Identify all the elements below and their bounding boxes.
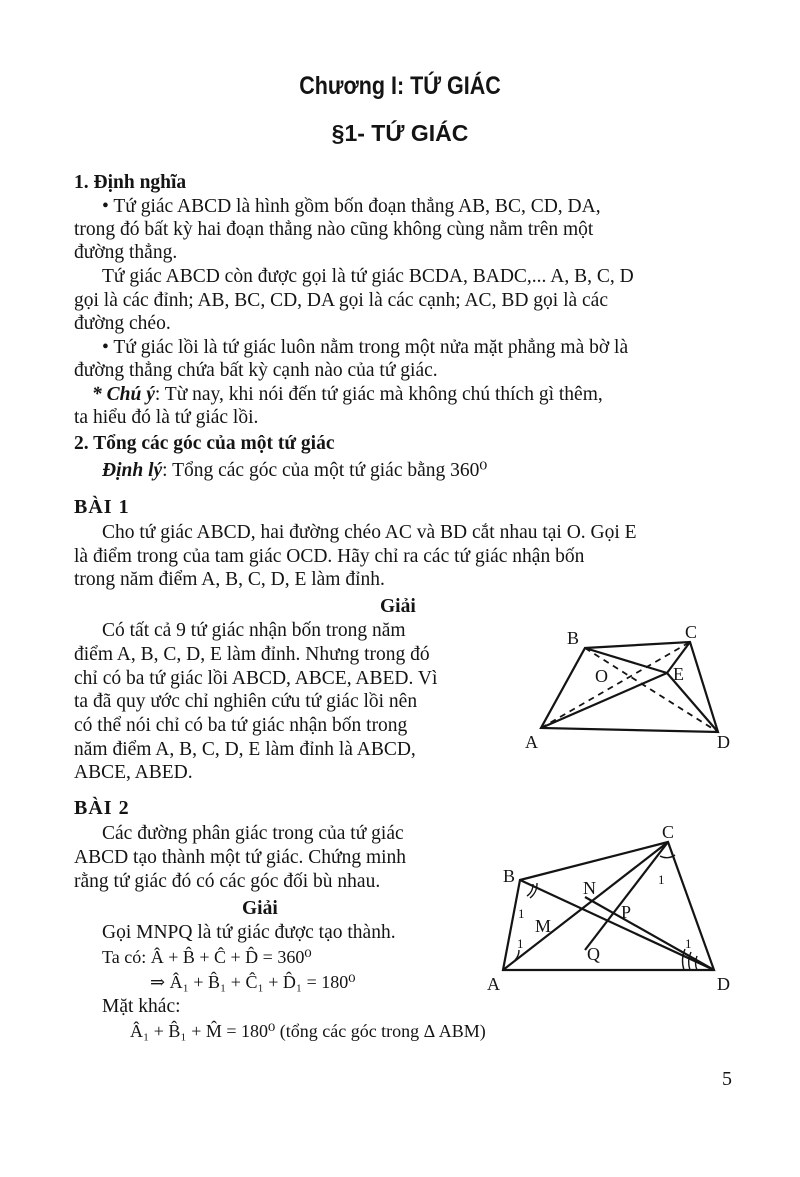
diagonal-bd [585,648,718,732]
angle-label-a1: 1 [517,936,524,951]
note-line [92,384,603,406]
definition-line: đường thẳng. [74,242,178,263]
angle-label-b1: 1 [518,906,525,921]
label-c: C [685,622,698,642]
definition-line: • Tứ giác lồi là tứ giác luôn nằm trong một nửa mặt phẳng mà bờ là [102,337,629,358]
exercise-2-problem-line: rằng tứ giác đó có các góc đối bù nhau. [74,871,381,892]
exercise-2-title: BÀI 2 [74,797,130,819]
label-p: P [621,902,632,922]
exercise-1-solution-line: điểm A, B, C, D, E làm đỉnh. Nhưng trong đó [74,644,430,665]
label-q: Q [587,944,600,964]
exercise-1-problem-line: Cho tứ giác ABCD, hai đường chéo AC và BD cắt nhau tại O. Gọi E [102,522,637,543]
label-m: M [535,916,552,936]
definition-line: đường thẳng chứa bất kỳ cạnh nào của tứ giác. [74,360,438,381]
exercise-1-problem-line: trong năm điểm A, B, C, D, E làm đỉnh. [74,569,385,590]
label-o: O [595,666,608,686]
label-c: C [662,822,675,842]
exercise-1-solution-line: ABCE, ABED. [74,762,193,783]
theorem-label: Định lý [102,460,163,481]
quadrilateral-figure-2 [485,822,765,1002]
definition-line: trong đó bất kỳ hai đoạn thẳng nào cũng không cùng nằm trên một [74,219,594,240]
angle-label-d1: 1 [685,936,692,951]
quadrilateral-figure-1 [515,620,755,755]
theorem-line [102,458,487,482]
label-b: B [567,628,580,648]
exercise-2-problem-line: ABCD tạo thành một tứ giác. Chứng minh [74,847,407,868]
definition-line: Tứ giác ABCD còn được gọi là tứ giác BCDA, BADC,... A, B, C, D [102,266,634,287]
label-n: N [583,878,596,898]
label-e: E [673,664,684,684]
exercise-2-solution-intro: Gọi MNPQ là tứ giác được tạo thành. [102,922,396,943]
note-label: * Chú ý [92,384,155,405]
label-b: B [503,866,516,886]
label-a: A [487,974,500,994]
exercise-1-solution-title: Giải [380,596,416,617]
exercise-1-solution-line: có thể nói chỉ có ba tứ giác nhận bốn trong [74,715,408,736]
exercise-1-solution-line: Có tất cả 9 tứ giác nhận bốn trong năm [102,620,406,641]
exercise-1-solution-line: chỉ có ba tứ giác lồi ABCD, ABCE, ABED. Vì [74,668,438,689]
label-d: D [717,974,730,994]
definition-line: đường chéo. [74,313,171,334]
equation-triangle-abm: Â₁ + B̂₁ + M̂ = 180⁰ (tổng các góc trong Δ ABM) [130,1021,486,1041]
angle-label-c1: 1 [658,872,665,887]
section-title: §1- TỨ GIÁC [331,120,469,146]
exercise-2-problem-line: Các đường phân giác trong của tứ giác [102,823,404,844]
label-d: D [717,732,730,752]
bisector-d [585,897,714,970]
bisector-a [503,842,668,970]
quadrilateral-abcd [503,842,714,970]
equation-half-sum: ⇒ Â₁ + B̂₁ + Ĉ₁ + D̂₁ = 180⁰ [150,972,356,992]
definition-line: • Tứ giác ABCD là hình gồm bốn đoạn thẳng AB, BC, CD, DA, [102,196,601,217]
note-text: : Từ nay, khi nói đến tứ giác mà không chú thích gì thêm, [154,384,603,405]
exercise-2-solution-title: Giải [242,898,278,919]
label-a: A [525,732,538,752]
definition-line: gọi là các đỉnh; AB, BC, CD, DA gọi là các cạnh; AC, BD gọi là các [74,290,608,311]
page-number: 5 [722,1068,732,1090]
definition-heading: 1. Định nghĩa [74,172,187,193]
exercise-1-solution-line: năm điểm A, B, C, D, E làm đỉnh là ABCD, [74,739,416,760]
equation-angle-sum: Ta có: Â + B̂ + Ĉ + D̂ = 360⁰ [102,947,312,967]
quadrilateral-abcd [541,642,718,732]
exercise-1-title: BÀI 1 [74,496,130,518]
exercise-1-solution-line: ta đã quy ước chỉ nghiên cứu tứ giác lồi nên [74,691,418,712]
chapter-title: Chương I: TỨ GIÁC [299,72,501,100]
angle-sum-heading: 2. Tổng các góc của một tứ giác [74,433,335,454]
theorem-text: : Tổng các góc của một tứ giác bằng 360⁰ [162,460,488,481]
diagonal-ac [541,642,690,728]
exercise-1-problem-line: là điểm trong của tam giác OCD. Hãy chỉ ra các tứ giác nhận bốn [74,546,585,567]
other-hand: Mặt khác: [102,996,181,1017]
note-line-2: ta hiểu đó là tứ giác lồi. [74,407,259,428]
